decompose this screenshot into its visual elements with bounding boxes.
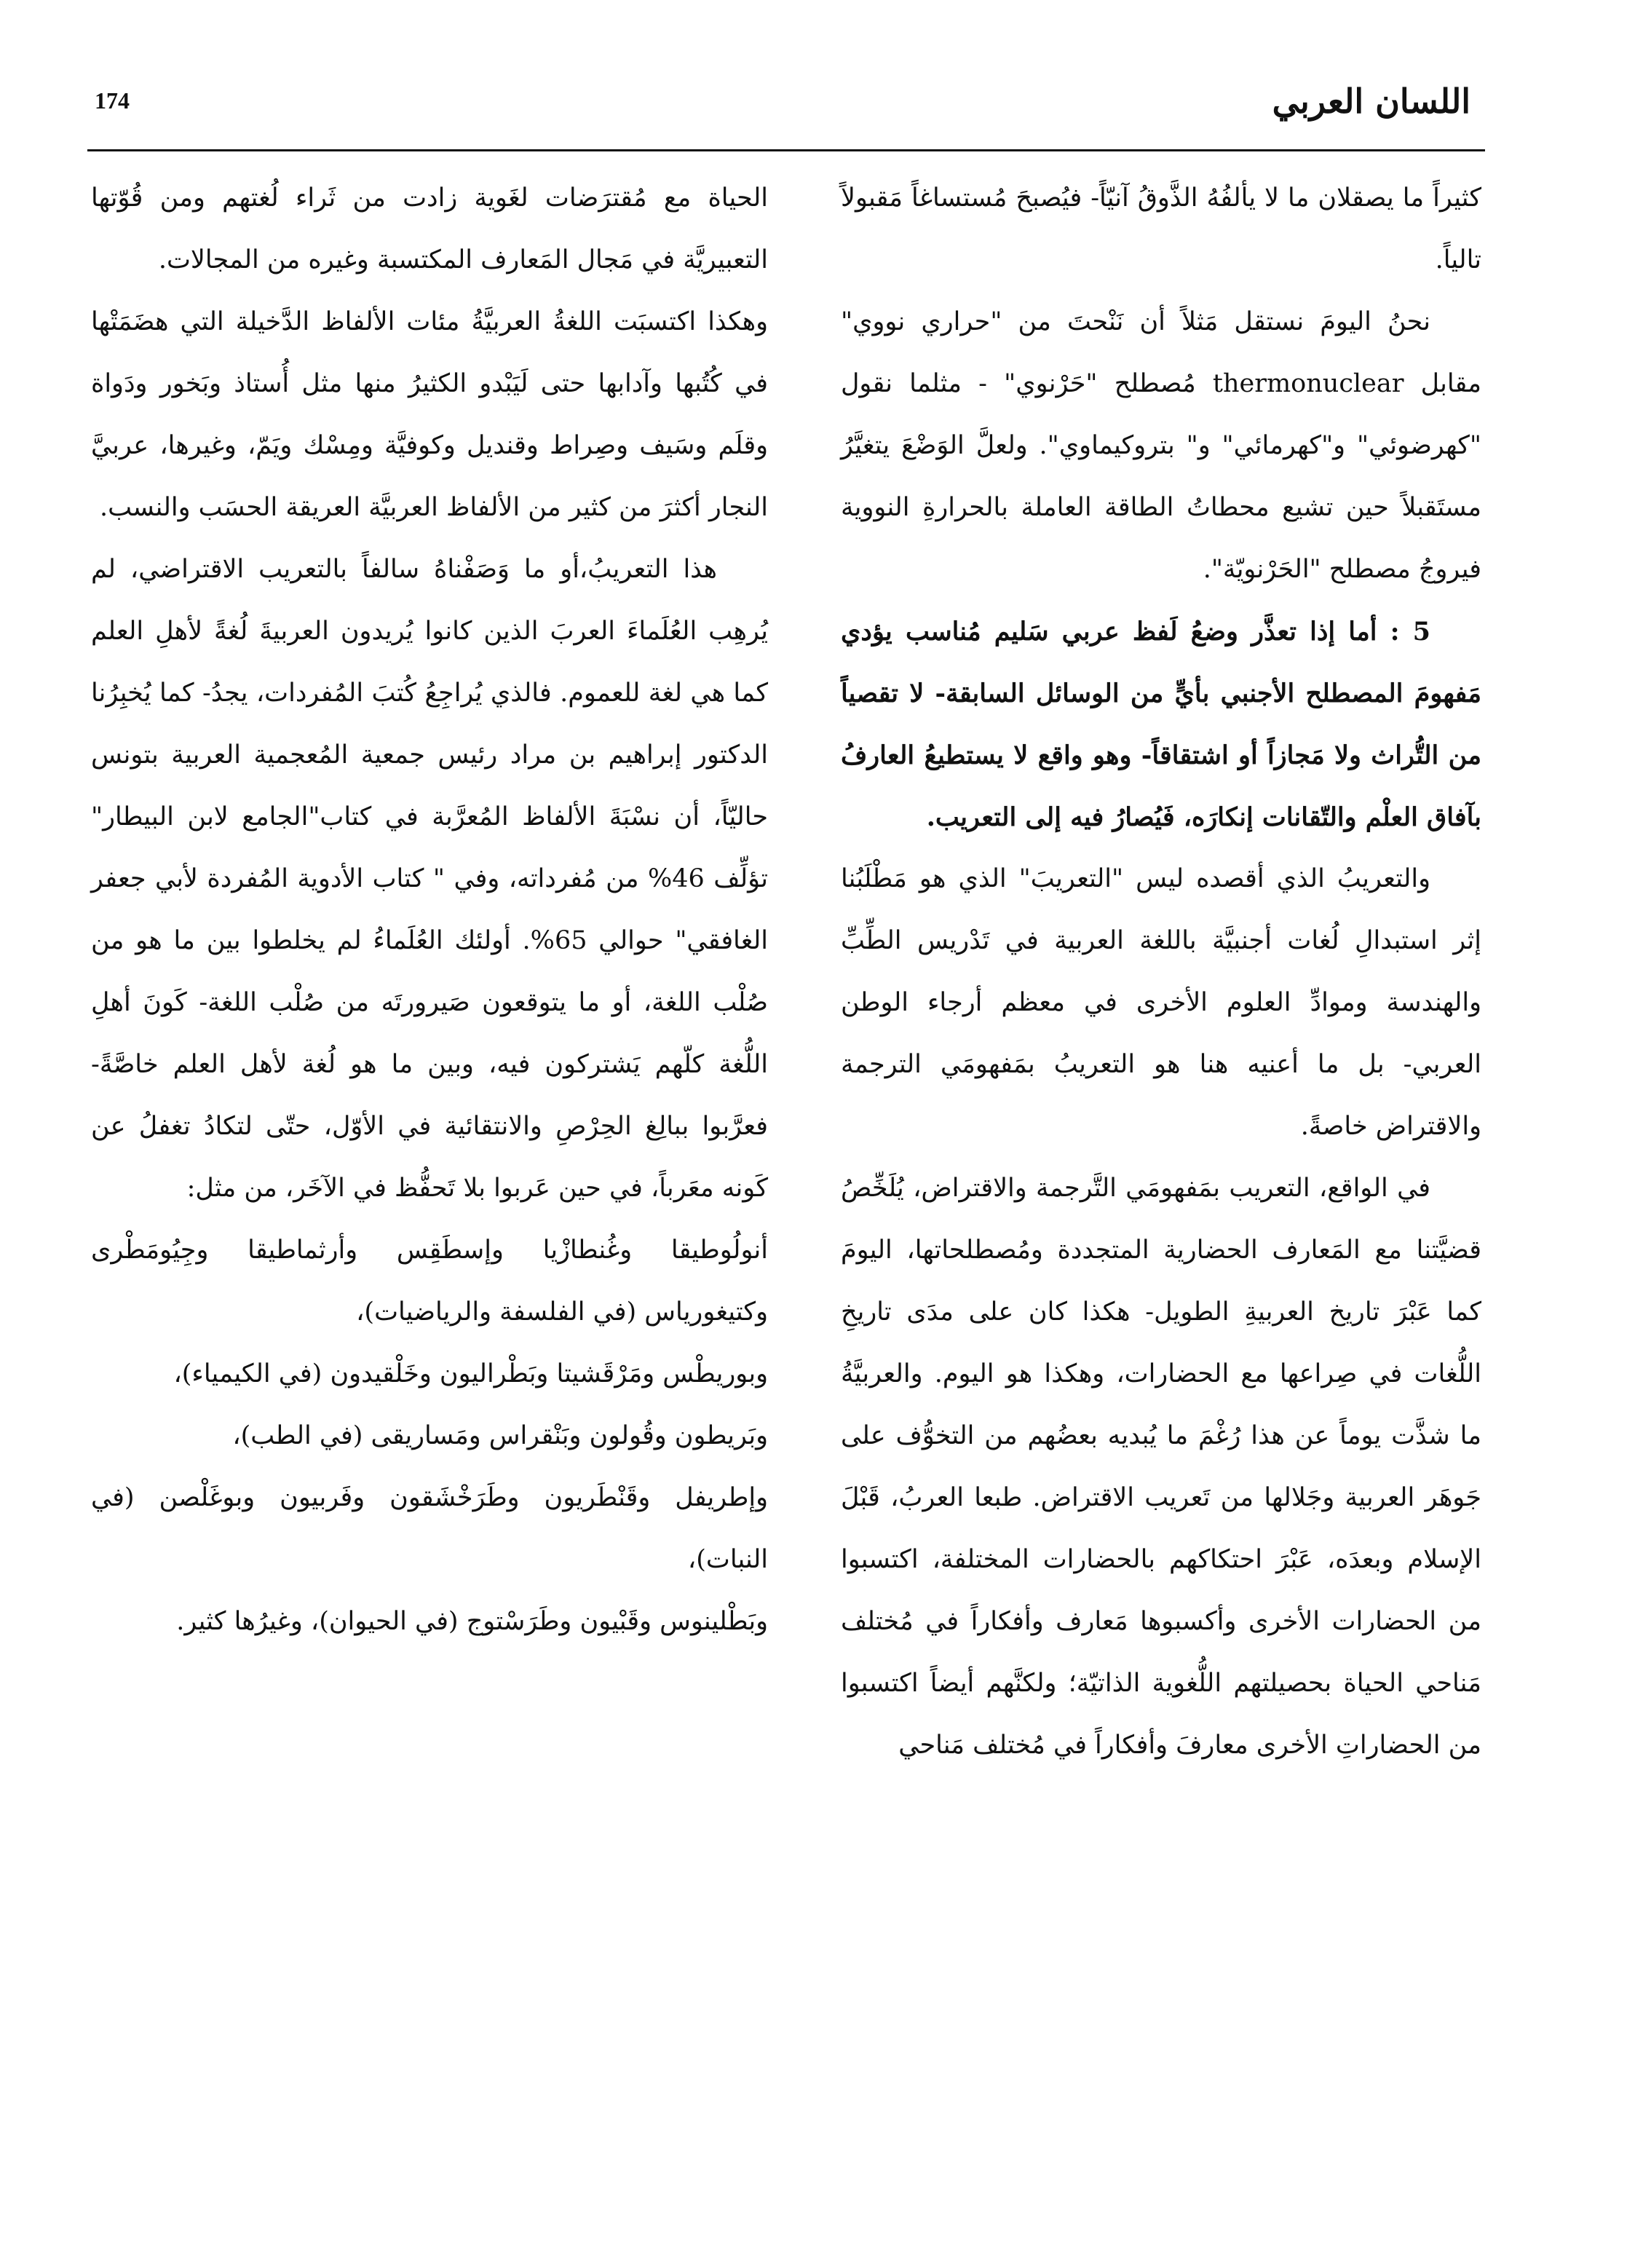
left-column bbox=[91, 167, 768, 1653]
paragraph: نحنُ اليومَ نستقل مَثلاً أن نَنْحتَ من "حراري نووي" مقابل thermonuclear مُصطلح "حَرْنوي" - مثلما نقول "كهرضوئي" و"كهرمائي" و" بتروكيماوي". ولعلَّ الوَضْعَ يتغيَّرُ مستَقبلاً حين تشيع محطاتُ الطاقة العاملة بالحرارةِ النووية فيروجُ مصطلح "الحَرْنويّة". bbox=[841, 307, 1481, 584]
list-item: وإطريفل وقَنْطَريون وطَرَخْشَقون وفَربيون وبوغَلْصن (في النبات)، bbox=[91, 1483, 768, 1574]
page-number: 174 bbox=[95, 87, 130, 114]
paragraph: هذا التعريبُ،أو ما وَصَفْناهُ سالفاً بالتعريب الاقتراضي، لم يُرهِب العُلَماءَ العربَ الذين كانوا يُريدون العربيةَ لُغةً لأهلِ العلم كما هي لغة للعموم. فالذي يُراجِعُ كُتبَ المُفردات، يجدُ- كما يُخبِرُنا الدكتور إبراهيم بن مراد رئيس جمعية المُعجمية العربية بتونس حاليّاً، أن نسْبَةَ الألفاظ المُعرَّبة في كتاب"الجامع لابن البيطار" تؤلِّف 46% من مُفرداته، وفي " كتاب الأدوية المُفردة لأبي جعفر الغافقي" حوالي 65%. أولئك العُلَماءُ لم يخلطوا بين ما هو من صُلْب اللغة، أو ما يتوقعون صَيرورتَه من صُلْب اللغة- كَونَ أهلِ اللُّغة كلّهم يَشتركون فيه، وبين ما هو لُغة لأهل العلم خاصَّةً- فعرَّبوا ببالِغ الحِرْصِ والانتقائية في الأوّل، حتّى لتكادُ تغفلُ عن كَونه معَرباً، في حين عَربوا بلا تَحفُّظ في الآخَر، من مثل: bbox=[91, 555, 768, 1203]
paragraph: 5 : أما إذا تعذَّر وضعُ لَفظ عربي سَليم مُناسب يؤدي مَفهومَ المصطلح الأجنبي بأيٍّ من الوسائل السابقة- لا تقصياً من التُّراث ولا مَجازاً أو اشتقاقاً- وهو واقع لا يستطيعُ العارفُ بآفاق العلْم والتّقانات إنكارَه، فَيُصارُ فيه إلى التعريب. bbox=[841, 617, 1481, 832]
list-item: أنولُوطيقا وغُنطازْيا وإسطَقِس وأرثماطيقا وجِيُومَطْرى وكتيغورياس (في الفلسفة والرياضيات)، bbox=[91, 1236, 768, 1327]
header-rule bbox=[87, 149, 1485, 151]
list-item: وبَطْلينوس وقَبْيون وطَرَسْتوج (في الحيوان)، وغيرُها كثير. bbox=[176, 1607, 768, 1636]
list-item: وبوريطْس ومَرْقَشيتا وبَطْراليون وخَلْقيدون (في الكيمياء)، bbox=[173, 1359, 768, 1388]
journal-title: اللسان العربي bbox=[1272, 82, 1470, 121]
page-header bbox=[87, 82, 1485, 138]
list-item: وبَريطون وقُولون وبَنْقراس ومَساريقى (في الطب)، bbox=[232, 1421, 768, 1450]
paragraph: الحياة مع مُقترَضات لغَوية زادت من ثَراء لُغتهم ومن قُوّتها التعبيريَّة في مَجال المَعارف المكتسبة وغيره من المجالات. bbox=[91, 183, 768, 274]
right-column bbox=[841, 167, 1481, 1777]
paragraph: كثيراً ما يصقلان ما لا يألفُهُ الذَّوقُ آنيّاً- فيُصبحَ مُستساغاً مَقبولاً تالياً. bbox=[841, 183, 1481, 274]
paragraph: والتعريبُ الذي أقصده ليس "التعريبَ" الذي هو مَطْلَبُنا إثر استبدالِ لُغات أجنبيَّة باللغة العربية في تَدْريس الطِّبِّ والهندسة وموادِّ العلوم الأخرى في معظم أرجاء الوطن العربي- بل ما أعنيه هنا هو التعريبُ بمَفهومَي الترجمة والاقتراض خاصةً. bbox=[841, 864, 1481, 1141]
paragraph: في الواقع، التعريب بمَفهومَي التَّرجمة والاقتراض، يُلَخِّصُ قضيَّتنا مع المَعارف الحضارية المتجددة ومُصطلحاتها، اليومَ كما عَبْرَ تاريخ العربيةِ الطويل- هكذا كان على مدَى تاريخِ اللُّغات في صِراعها مع الحضارات، وهكذا هو اليوم. والعربيَّةُ ما شذَّت يوماً عن هذا رُغْمَ ما يُبديه بعضُهم من التخوُّف على جَوهَر العربية وجَلالها من تَعريب الاقتراض. طبعا العربُ، قَبْلَ الإسلام وبعدَه، عَبْرَ احتكاكهم بالحضارات المختلفة، اكتسبوا من الحضارات الأخرى وأكسبوها مَعارف وأفكاراً في مُختلف مَناحي الحياة بحصيلتهم اللُّغوية الذاتيّة؛ ولكنَّهم أيضاً اكتسبوا من الحضاراتِ الأخرى معارفَ وأفكاراً في مُختلف مَناحي bbox=[841, 1174, 1481, 1760]
paragraph: وهكذا اكتسبَت اللغةُ العربيَّةُ مئات الألفاظ الدَّخيلة التي هضَمَتْها في كُتُبها وآدابها حتى لَيَبْدو الكثيرُ منها مثل أُستاذ وبَخور ودَواة وقلَم وسَيف وصِراط وقنديل وكوفيَّة ومِسْك ويَمّ، وغيرها، عربيَّ النجار أكثرَ من كثير من الألفاظ العربيَّة العريقة الحسَب والنسب. bbox=[91, 307, 768, 522]
